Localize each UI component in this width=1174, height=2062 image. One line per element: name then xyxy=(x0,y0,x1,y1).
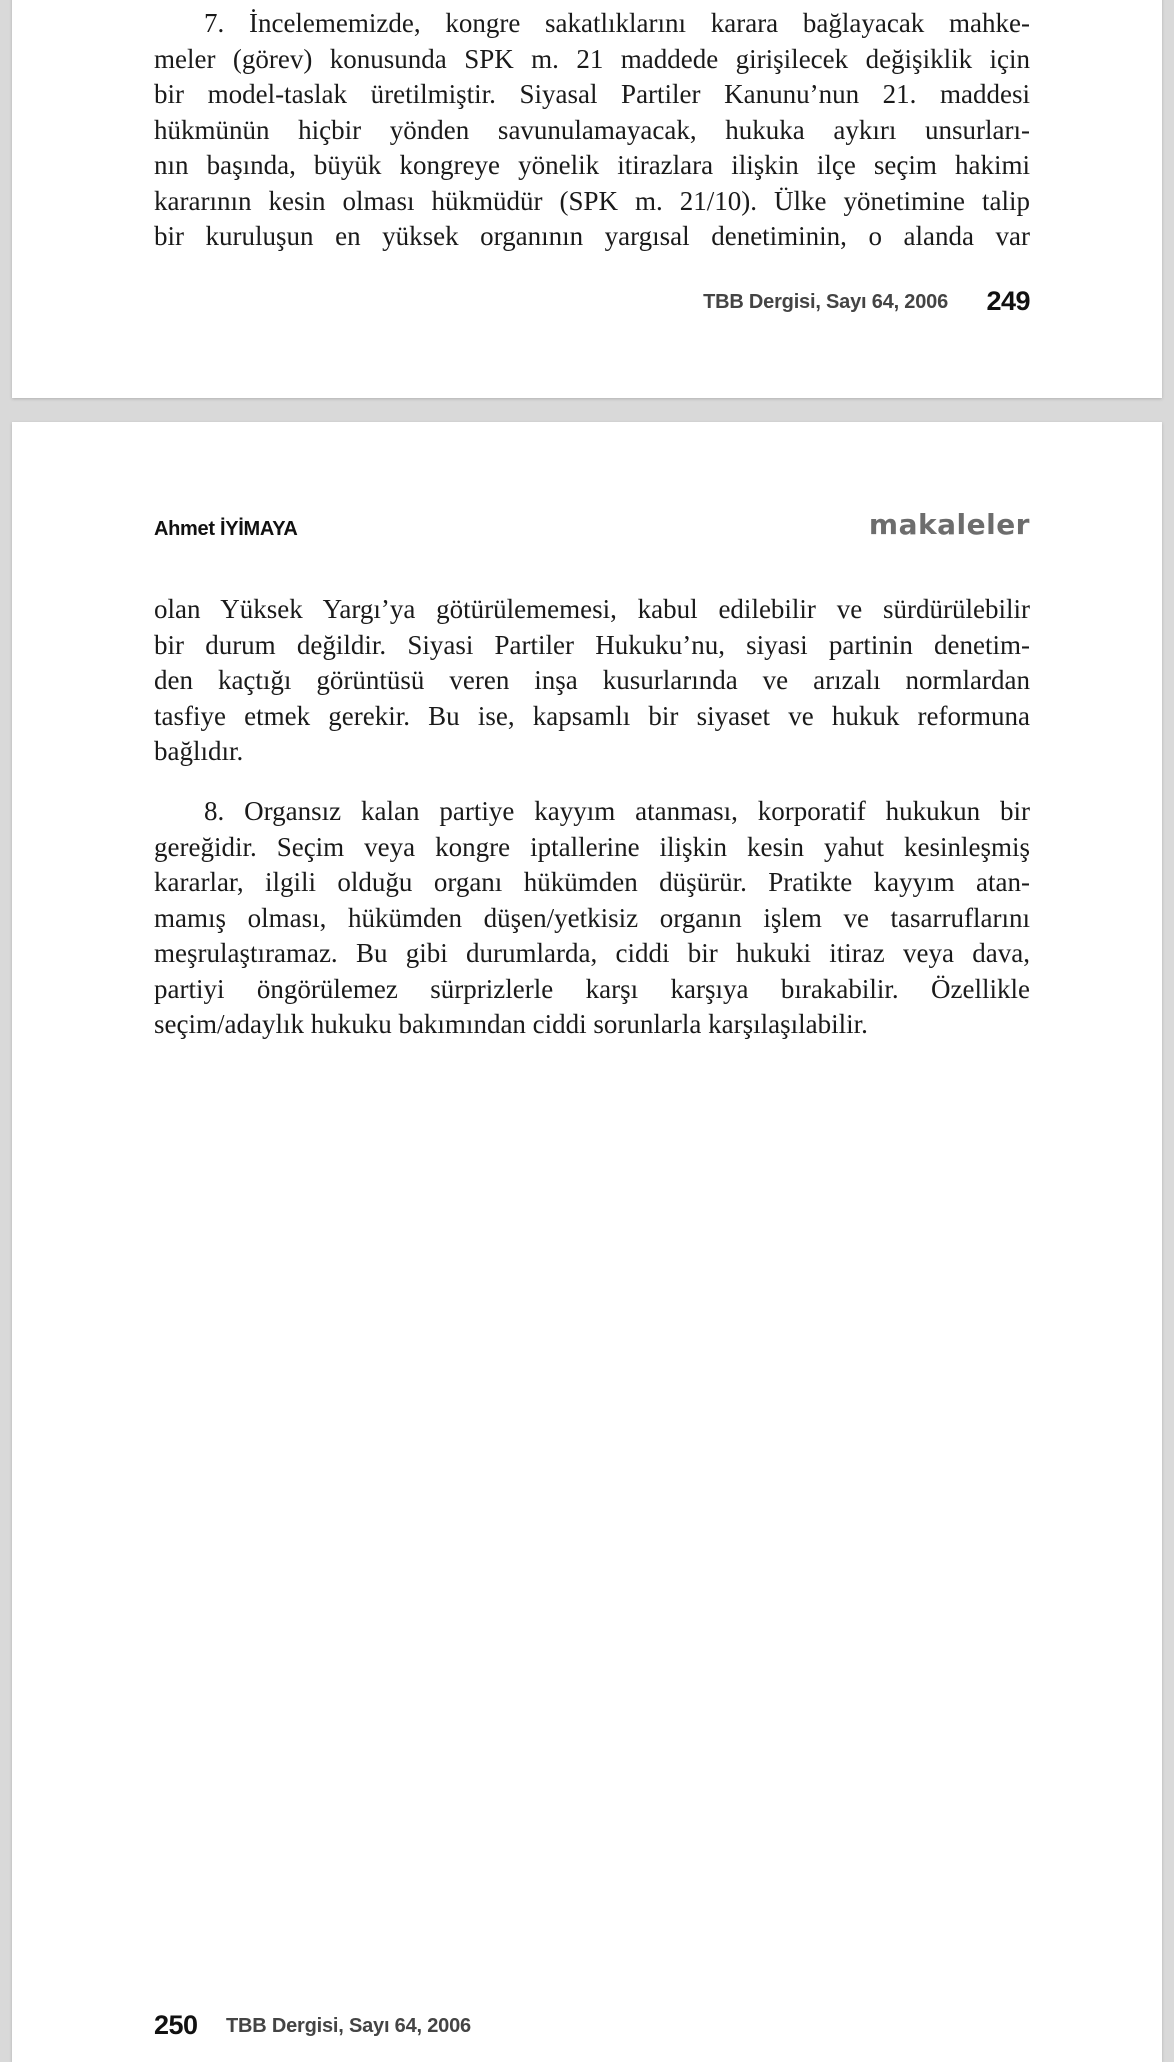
paragraph-line: den kaçtığı görüntüsü veren inşa kusurlarında ve arızalı normlardan xyxy=(154,665,1030,695)
paragraph-line: bir durum değildir. Siyasi Partiler Hukuku’nu, siyasi partinin denetim- xyxy=(154,629,1030,660)
paragraph-line: kararının kesin olması hükmüdür (SPK m. 21/10). Ülke yönetimine talip xyxy=(154,185,1030,216)
paragraph-line: bağlıdır. xyxy=(154,736,244,766)
paragraph-7 xyxy=(154,6,1030,255)
page-249 xyxy=(12,0,1162,398)
paragraph-continuation xyxy=(154,592,1030,770)
paragraph-line: partiyi öngörülemez sürprizlerle karşı karşıya bırakabilir. Özellikle xyxy=(154,973,1030,1004)
paragraph-line: olan Yüksek Yargı’ya götürülememesi, kabul edilebilir ve sürdürülebilir xyxy=(154,594,1030,624)
page-number: 250 xyxy=(154,2010,198,2040)
paragraph-line: tasfiye etmek gerekir. Bu ise, kapsamlı bir siyaset ve hukuk reformuna xyxy=(154,700,1030,731)
running-header-section: makaleler xyxy=(868,508,1030,541)
paragraph-line: bir model-taslak üretilmiştir. Siyasal Partiler Kanunu’nun 21. maddesi xyxy=(154,79,1030,109)
paragraph-line: meşrulaştıramaz. Bu gibi durumlarda, ciddi bir hukuki itiraz veya dava, xyxy=(154,938,1030,968)
paragraph-line: bir kuruluşun en yüksek organının yargısal denetiminin, o alanda var xyxy=(154,221,1030,251)
paragraph-8 xyxy=(154,794,1030,1043)
page-number: 249 xyxy=(986,286,1030,316)
paragraph-line: kararlar, ilgili olduğu organı hükümden düşürür. Pratikte kayyım atan- xyxy=(154,867,1030,897)
paragraph-line: meler (görev) konusunda SPK m. 21 maddede girişilecek değişiklik için xyxy=(154,43,1030,74)
running-footer-journal: TBB Dergisi, Sayı 64, 2006 xyxy=(703,291,948,313)
paragraph-line: 7. İncelememizde, kongre sakatlıklarını karara bağlayacak mahke- xyxy=(204,8,1030,38)
paragraph-line: seçim/adaylık hukuku bakımından ciddi sorunlarla karşılaşılabilir. xyxy=(154,1009,868,1039)
paragraph-line: hükmünün hiçbir yönden savunulamayacak, hukuka aykırı unsurları- xyxy=(154,114,1030,145)
running-footer-journal: TBB Dergisi, Sayı 64, 2006 xyxy=(226,2015,471,2037)
paragraph-line: nın başında, büyük kongreye yönelik itirazlara ilişkin ilçe seçim hakimi xyxy=(154,150,1030,180)
page-250 xyxy=(12,422,1162,2062)
paragraph-line: mamış olması, hükümden düşen/yetkisiz organın işlem ve tasarruflarını xyxy=(154,902,1030,933)
running-header-author: Ahmet İYİMAYA xyxy=(154,518,298,540)
paragraph-line: 8. Organsız kalan partiye kayyım atanması, korporatif hukukun bir xyxy=(204,796,1030,826)
paragraph-line: gereğidir. Seçim veya kongre iptallerine ilişkin kesin yahut kesinleşmiş xyxy=(154,831,1030,862)
